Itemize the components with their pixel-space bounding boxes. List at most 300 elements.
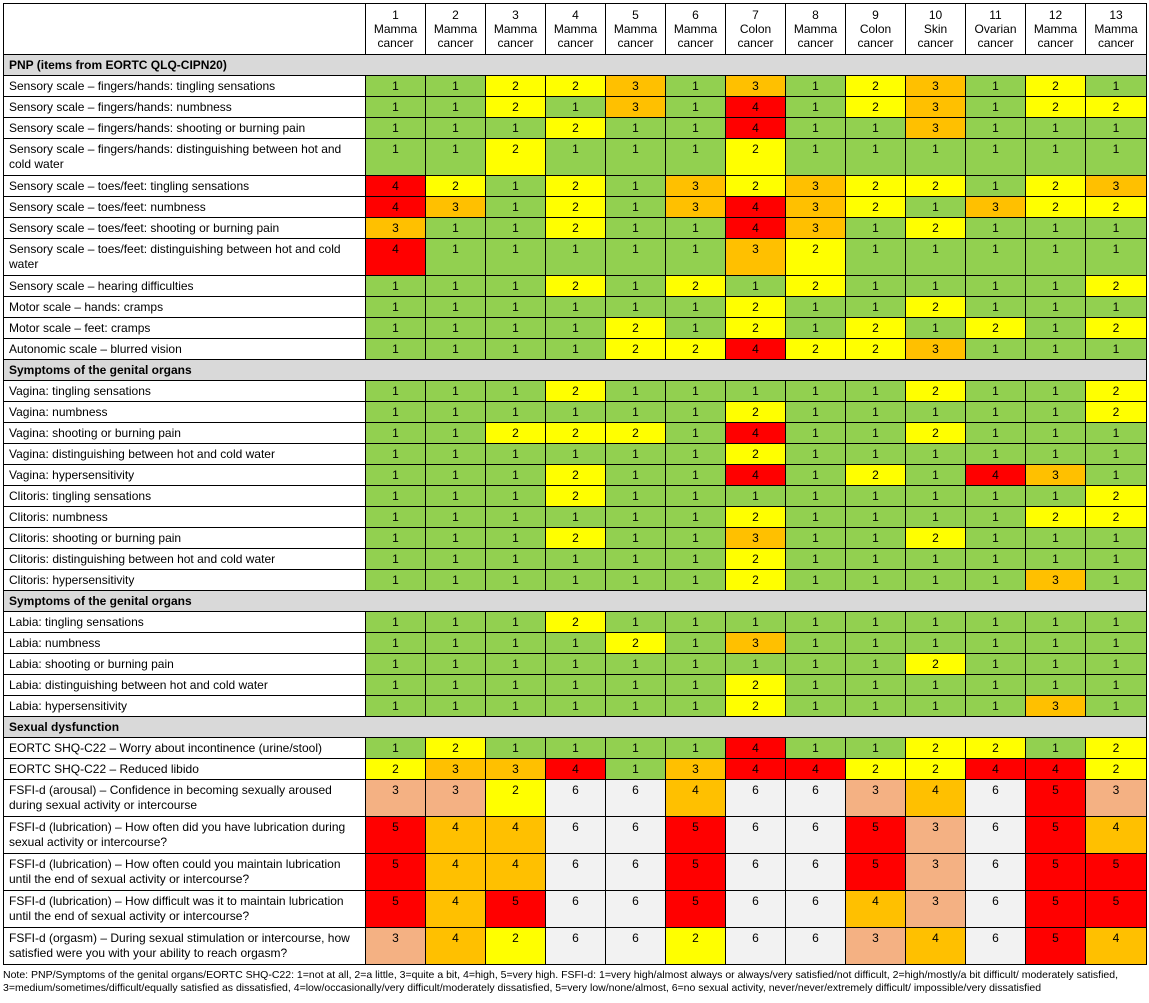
score-cell: 1 bbox=[966, 675, 1026, 696]
score-cell: 1 bbox=[966, 654, 1026, 675]
score-cell: 3 bbox=[906, 76, 966, 97]
table-row bbox=[4, 780, 1147, 817]
score-cell: 1 bbox=[846, 444, 906, 465]
score-cell: 1 bbox=[1086, 675, 1147, 696]
score-cell: 3 bbox=[906, 339, 966, 360]
score-cell: 2 bbox=[1026, 507, 1086, 528]
score-cell: 6 bbox=[726, 928, 786, 965]
score-cell: 1 bbox=[1086, 465, 1147, 486]
score-cell: 3 bbox=[726, 633, 786, 654]
score-cell: 3 bbox=[426, 759, 486, 780]
score-cell: 1 bbox=[366, 654, 426, 675]
score-cell: 1 bbox=[486, 339, 546, 360]
score-cell: 1 bbox=[1086, 118, 1147, 139]
table-row bbox=[4, 381, 1147, 402]
column-label: Mamma cancer bbox=[673, 22, 718, 50]
score-cell: 1 bbox=[966, 570, 1026, 591]
score-cell: 1 bbox=[486, 528, 546, 549]
score-cell: 1 bbox=[546, 444, 606, 465]
score-cell: 1 bbox=[966, 381, 1026, 402]
column-label: Mamma cancer bbox=[493, 22, 538, 50]
table-row bbox=[4, 738, 1147, 759]
score-cell: 1 bbox=[366, 276, 426, 297]
table-row bbox=[4, 507, 1147, 528]
score-cell: 1 bbox=[846, 675, 906, 696]
score-cell: 2 bbox=[546, 423, 606, 444]
score-cell: 2 bbox=[846, 339, 906, 360]
score-cell: 1 bbox=[846, 402, 906, 423]
score-cell: 5 bbox=[366, 817, 426, 854]
score-cell: 1 bbox=[1026, 297, 1086, 318]
score-cell: 1 bbox=[546, 402, 606, 423]
score-cell: 1 bbox=[486, 633, 546, 654]
score-cell: 1 bbox=[786, 528, 846, 549]
score-cell: 2 bbox=[666, 276, 726, 297]
score-cell: 1 bbox=[846, 486, 906, 507]
score-cell: 1 bbox=[966, 444, 1026, 465]
score-cell: 1 bbox=[366, 318, 426, 339]
score-cell: 1 bbox=[486, 444, 546, 465]
score-cell: 2 bbox=[1086, 759, 1147, 780]
score-cell: 2 bbox=[846, 97, 906, 118]
score-cell: 2 bbox=[666, 928, 726, 965]
score-cell: 6 bbox=[786, 780, 846, 817]
score-cell: 2 bbox=[846, 76, 906, 97]
score-cell: 6 bbox=[786, 891, 846, 928]
score-cell: 1 bbox=[786, 139, 846, 176]
symptom-score-table bbox=[3, 3, 1147, 965]
score-cell: 1 bbox=[486, 549, 546, 570]
score-cell: 3 bbox=[426, 197, 486, 218]
score-cell: 1 bbox=[906, 507, 966, 528]
score-cell: 4 bbox=[726, 218, 786, 239]
score-cell: 2 bbox=[786, 239, 846, 276]
score-cell: 1 bbox=[666, 76, 726, 97]
score-cell: 6 bbox=[606, 854, 666, 891]
score-cell: 3 bbox=[666, 176, 726, 197]
score-cell: 2 bbox=[906, 654, 966, 675]
score-cell: 1 bbox=[726, 276, 786, 297]
score-cell: 1 bbox=[666, 118, 726, 139]
score-cell: 1 bbox=[606, 381, 666, 402]
table-row bbox=[4, 297, 1147, 318]
score-cell: 2 bbox=[486, 76, 546, 97]
column-number: 9 bbox=[872, 8, 879, 22]
score-cell: 3 bbox=[906, 97, 966, 118]
table-row bbox=[4, 465, 1147, 486]
column-header-patient-4 bbox=[546, 4, 606, 55]
score-cell: 1 bbox=[846, 381, 906, 402]
row-label: Labia: shooting or burning pain bbox=[4, 654, 366, 675]
row-label: FSFI-d (orgasm) – During sexual stimulation or intercourse, how satisfied were you with your ability to reach orgasm? bbox=[4, 928, 366, 965]
score-cell: 1 bbox=[426, 444, 486, 465]
score-cell: 1 bbox=[666, 381, 726, 402]
score-cell: 1 bbox=[906, 549, 966, 570]
score-cell: 3 bbox=[606, 76, 666, 97]
score-cell: 4 bbox=[726, 423, 786, 444]
score-cell: 1 bbox=[1026, 218, 1086, 239]
score-cell: 1 bbox=[1086, 612, 1147, 633]
row-label: Labia: tingling sensations bbox=[4, 612, 366, 633]
score-cell: 1 bbox=[966, 276, 1026, 297]
score-cell: 1 bbox=[366, 381, 426, 402]
score-cell: 2 bbox=[606, 633, 666, 654]
score-cell: 2 bbox=[366, 759, 426, 780]
table-row bbox=[4, 528, 1147, 549]
score-cell: 3 bbox=[786, 176, 846, 197]
score-cell: 1 bbox=[1086, 444, 1147, 465]
score-cell: 1 bbox=[966, 218, 1026, 239]
score-cell: 2 bbox=[1086, 318, 1147, 339]
score-cell: 4 bbox=[486, 817, 546, 854]
row-label: Vagina: hypersensitivity bbox=[4, 465, 366, 486]
score-cell: 1 bbox=[1086, 218, 1147, 239]
score-cell: 1 bbox=[546, 239, 606, 276]
score-cell: 1 bbox=[546, 675, 606, 696]
score-cell: 6 bbox=[726, 817, 786, 854]
score-cell: 1 bbox=[426, 675, 486, 696]
score-cell: 2 bbox=[486, 928, 546, 965]
score-cell: 3 bbox=[906, 891, 966, 928]
score-cell: 2 bbox=[546, 528, 606, 549]
table-row bbox=[4, 570, 1147, 591]
column-number: 2 bbox=[452, 8, 459, 22]
score-cell: 1 bbox=[966, 402, 1026, 423]
score-cell: 1 bbox=[846, 738, 906, 759]
score-cell: 1 bbox=[846, 612, 906, 633]
score-cell: 2 bbox=[426, 176, 486, 197]
column-header-patient-9 bbox=[846, 4, 906, 55]
table-body bbox=[4, 55, 1147, 965]
score-cell: 1 bbox=[366, 423, 426, 444]
score-cell: 1 bbox=[606, 654, 666, 675]
score-cell: 4 bbox=[666, 780, 726, 817]
score-cell: 4 bbox=[846, 891, 906, 928]
section-title: PNP (items from EORTC QLQ-CIPN20) bbox=[4, 55, 1147, 76]
score-cell: 1 bbox=[1086, 297, 1147, 318]
score-cell: 1 bbox=[786, 423, 846, 444]
score-cell: 2 bbox=[906, 218, 966, 239]
row-label: Sensory scale – fingers/hands: shooting or burning pain bbox=[4, 118, 366, 139]
score-cell: 2 bbox=[1086, 507, 1147, 528]
score-cell: 3 bbox=[366, 218, 426, 239]
score-cell: 2 bbox=[666, 339, 726, 360]
score-cell: 4 bbox=[726, 339, 786, 360]
score-cell: 1 bbox=[786, 738, 846, 759]
score-cell: 1 bbox=[366, 528, 426, 549]
score-cell: 1 bbox=[1086, 696, 1147, 717]
score-cell: 1 bbox=[786, 633, 846, 654]
score-cell: 1 bbox=[666, 549, 726, 570]
score-cell: 2 bbox=[606, 339, 666, 360]
score-cell: 3 bbox=[726, 76, 786, 97]
score-cell: 2 bbox=[906, 297, 966, 318]
table-row bbox=[4, 891, 1147, 928]
score-cell: 1 bbox=[666, 139, 726, 176]
score-cell: 2 bbox=[1086, 402, 1147, 423]
score-cell: 1 bbox=[726, 486, 786, 507]
score-cell: 1 bbox=[546, 318, 606, 339]
column-header-patient-6 bbox=[666, 4, 726, 55]
table-row bbox=[4, 654, 1147, 675]
row-label: Motor scale – feet: cramps bbox=[4, 318, 366, 339]
score-cell: 2 bbox=[726, 696, 786, 717]
score-cell: 1 bbox=[906, 239, 966, 276]
score-cell: 1 bbox=[366, 675, 426, 696]
score-cell: 1 bbox=[1026, 654, 1086, 675]
score-cell: 5 bbox=[366, 891, 426, 928]
score-cell: 1 bbox=[426, 218, 486, 239]
score-cell: 2 bbox=[786, 276, 846, 297]
score-cell: 3 bbox=[1026, 570, 1086, 591]
header-row bbox=[4, 4, 1147, 55]
score-cell: 1 bbox=[786, 97, 846, 118]
score-cell: 2 bbox=[726, 570, 786, 591]
score-cell: 1 bbox=[1026, 528, 1086, 549]
score-cell: 6 bbox=[726, 780, 786, 817]
column-header-patient-12 bbox=[1026, 4, 1086, 55]
score-cell: 1 bbox=[1086, 528, 1147, 549]
score-cell: 1 bbox=[366, 549, 426, 570]
score-cell: 1 bbox=[486, 297, 546, 318]
score-cell: 4 bbox=[426, 928, 486, 965]
score-cell: 1 bbox=[606, 738, 666, 759]
score-cell: 4 bbox=[366, 239, 426, 276]
score-cell: 1 bbox=[1086, 549, 1147, 570]
column-label: Mamma cancer bbox=[553, 22, 598, 50]
score-cell: 2 bbox=[546, 465, 606, 486]
score-cell: 1 bbox=[666, 297, 726, 318]
column-label: Mamma cancer bbox=[433, 22, 478, 50]
score-cell: 2 bbox=[426, 738, 486, 759]
score-cell: 1 bbox=[1026, 276, 1086, 297]
score-cell: 1 bbox=[606, 118, 666, 139]
column-label: Mamma cancer bbox=[373, 22, 418, 50]
score-cell: 1 bbox=[966, 297, 1026, 318]
score-cell: 1 bbox=[486, 507, 546, 528]
score-cell: 1 bbox=[486, 738, 546, 759]
score-cell: 2 bbox=[546, 486, 606, 507]
score-cell: 1 bbox=[1026, 318, 1086, 339]
score-cell: 1 bbox=[1026, 339, 1086, 360]
score-cell: 1 bbox=[366, 97, 426, 118]
score-cell: 1 bbox=[906, 486, 966, 507]
score-cell: 2 bbox=[546, 276, 606, 297]
section-title: Symptoms of the genital organs bbox=[4, 591, 1147, 612]
score-cell: 1 bbox=[486, 381, 546, 402]
score-cell: 6 bbox=[546, 854, 606, 891]
score-cell: 6 bbox=[786, 817, 846, 854]
table-row bbox=[4, 444, 1147, 465]
column-label: Ovarian cancer bbox=[974, 22, 1017, 50]
score-cell: 2 bbox=[846, 176, 906, 197]
score-cell: 1 bbox=[366, 297, 426, 318]
score-cell: 4 bbox=[786, 759, 846, 780]
score-cell: 2 bbox=[846, 465, 906, 486]
column-number: 12 bbox=[1048, 8, 1063, 22]
score-cell: 5 bbox=[666, 817, 726, 854]
section-header-row bbox=[4, 55, 1147, 76]
score-cell: 5 bbox=[1086, 854, 1147, 891]
score-cell: 1 bbox=[1086, 339, 1147, 360]
score-cell: 1 bbox=[966, 339, 1026, 360]
score-cell: 2 bbox=[1086, 97, 1147, 118]
score-cell: 6 bbox=[546, 928, 606, 965]
score-cell: 1 bbox=[366, 507, 426, 528]
table-row bbox=[4, 139, 1147, 176]
score-cell: 3 bbox=[666, 197, 726, 218]
score-cell: 1 bbox=[966, 423, 1026, 444]
score-cell: 4 bbox=[906, 780, 966, 817]
table-row bbox=[4, 239, 1147, 276]
score-cell: 1 bbox=[606, 197, 666, 218]
score-cell: 4 bbox=[1086, 817, 1147, 854]
score-cell: 6 bbox=[606, 928, 666, 965]
score-cell: 3 bbox=[906, 817, 966, 854]
score-cell: 1 bbox=[1086, 76, 1147, 97]
table-row bbox=[4, 759, 1147, 780]
score-cell: 6 bbox=[546, 891, 606, 928]
score-cell: 5 bbox=[846, 817, 906, 854]
score-cell: 3 bbox=[906, 118, 966, 139]
score-cell: 1 bbox=[906, 197, 966, 218]
score-cell: 1 bbox=[1026, 675, 1086, 696]
score-cell: 1 bbox=[486, 654, 546, 675]
score-cell: 1 bbox=[906, 402, 966, 423]
score-cell: 4 bbox=[726, 465, 786, 486]
score-cell: 1 bbox=[666, 696, 726, 717]
column-number: 10 bbox=[928, 8, 943, 22]
row-label: EORTC SHQ-C22 – Reduced libido bbox=[4, 759, 366, 780]
table-row bbox=[4, 176, 1147, 197]
column-label: Colon cancer bbox=[737, 22, 774, 50]
score-cell: 2 bbox=[606, 423, 666, 444]
score-cell: 6 bbox=[546, 780, 606, 817]
score-cell: 4 bbox=[426, 891, 486, 928]
score-cell: 1 bbox=[606, 696, 666, 717]
column-header-patient-2 bbox=[426, 4, 486, 55]
section-header-row bbox=[4, 591, 1147, 612]
score-cell: 1 bbox=[846, 139, 906, 176]
score-cell: 2 bbox=[726, 507, 786, 528]
score-cell: 1 bbox=[966, 176, 1026, 197]
score-cell: 1 bbox=[1026, 239, 1086, 276]
score-cell: 4 bbox=[906, 928, 966, 965]
score-cell: 1 bbox=[966, 118, 1026, 139]
score-cell: 2 bbox=[726, 549, 786, 570]
row-label: Sensory scale – toes/feet: numbness bbox=[4, 197, 366, 218]
row-label: Clitoris: shooting or burning pain bbox=[4, 528, 366, 549]
table-row bbox=[4, 612, 1147, 633]
score-cell: 1 bbox=[366, 633, 426, 654]
column-number: 1 bbox=[392, 8, 399, 22]
score-cell: 1 bbox=[846, 654, 906, 675]
score-cell: 1 bbox=[906, 318, 966, 339]
score-cell: 2 bbox=[1086, 276, 1147, 297]
column-number: 4 bbox=[572, 8, 579, 22]
score-cell: 1 bbox=[486, 486, 546, 507]
score-cell: 1 bbox=[606, 218, 666, 239]
score-cell: 1 bbox=[1026, 139, 1086, 176]
score-cell: 1 bbox=[786, 675, 846, 696]
score-cell: 1 bbox=[846, 297, 906, 318]
column-header-patient-1 bbox=[366, 4, 426, 55]
score-cell: 1 bbox=[486, 318, 546, 339]
score-cell: 2 bbox=[906, 176, 966, 197]
score-cell: 5 bbox=[366, 854, 426, 891]
score-cell: 1 bbox=[426, 507, 486, 528]
score-cell: 1 bbox=[666, 444, 726, 465]
score-cell: 1 bbox=[666, 570, 726, 591]
score-cell: 2 bbox=[726, 402, 786, 423]
score-cell: 2 bbox=[546, 612, 606, 633]
score-cell: 1 bbox=[1026, 444, 1086, 465]
score-cell: 1 bbox=[786, 696, 846, 717]
score-cell: 1 bbox=[486, 465, 546, 486]
column-label: Mamma cancer bbox=[613, 22, 658, 50]
section-title: Symptoms of the genital organs bbox=[4, 360, 1147, 381]
score-cell: 4 bbox=[726, 738, 786, 759]
score-cell: 3 bbox=[1026, 465, 1086, 486]
score-cell: 1 bbox=[546, 570, 606, 591]
table-container bbox=[3, 3, 1146, 995]
score-cell: 1 bbox=[426, 239, 486, 276]
column-number: 13 bbox=[1109, 8, 1123, 22]
score-cell: 1 bbox=[846, 239, 906, 276]
score-cell: 1 bbox=[366, 139, 426, 176]
score-cell: 6 bbox=[726, 891, 786, 928]
score-cell: 3 bbox=[846, 780, 906, 817]
score-cell: 1 bbox=[966, 239, 1026, 276]
score-cell: 1 bbox=[846, 507, 906, 528]
score-cell: 1 bbox=[606, 176, 666, 197]
row-label: Clitoris: hypersensitivity bbox=[4, 570, 366, 591]
score-cell: 1 bbox=[426, 97, 486, 118]
score-cell: 1 bbox=[666, 402, 726, 423]
score-cell: 1 bbox=[1026, 612, 1086, 633]
score-cell: 1 bbox=[666, 507, 726, 528]
score-cell: 1 bbox=[426, 549, 486, 570]
score-cell: 1 bbox=[1026, 381, 1086, 402]
score-cell: 1 bbox=[366, 339, 426, 360]
score-cell: 2 bbox=[786, 339, 846, 360]
score-cell: 1 bbox=[846, 633, 906, 654]
score-cell: 1 bbox=[426, 339, 486, 360]
score-cell: 3 bbox=[726, 239, 786, 276]
score-cell: 1 bbox=[546, 696, 606, 717]
score-cell: 6 bbox=[606, 891, 666, 928]
score-cell: 2 bbox=[726, 139, 786, 176]
score-cell: 1 bbox=[546, 633, 606, 654]
row-label: Vagina: distinguishing between hot and cold water bbox=[4, 444, 366, 465]
column-header-patient-5 bbox=[606, 4, 666, 55]
score-cell: 6 bbox=[966, 854, 1026, 891]
row-label: Clitoris: distinguishing between hot and cold water bbox=[4, 549, 366, 570]
score-cell: 1 bbox=[786, 612, 846, 633]
score-cell: 2 bbox=[906, 528, 966, 549]
score-cell: 1 bbox=[906, 696, 966, 717]
row-label: Sensory scale – fingers/hands: distinguishing between hot and cold water bbox=[4, 139, 366, 176]
score-cell: 1 bbox=[906, 276, 966, 297]
score-cell: 1 bbox=[426, 696, 486, 717]
score-cell: 6 bbox=[966, 780, 1026, 817]
score-cell: 1 bbox=[666, 612, 726, 633]
column-label: Mamma cancer bbox=[1094, 22, 1138, 50]
section-header-row bbox=[4, 360, 1147, 381]
score-cell: 1 bbox=[486, 675, 546, 696]
row-label: Clitoris: tingling sensations bbox=[4, 486, 366, 507]
section-title: Sexual dysfunction bbox=[4, 717, 1147, 738]
